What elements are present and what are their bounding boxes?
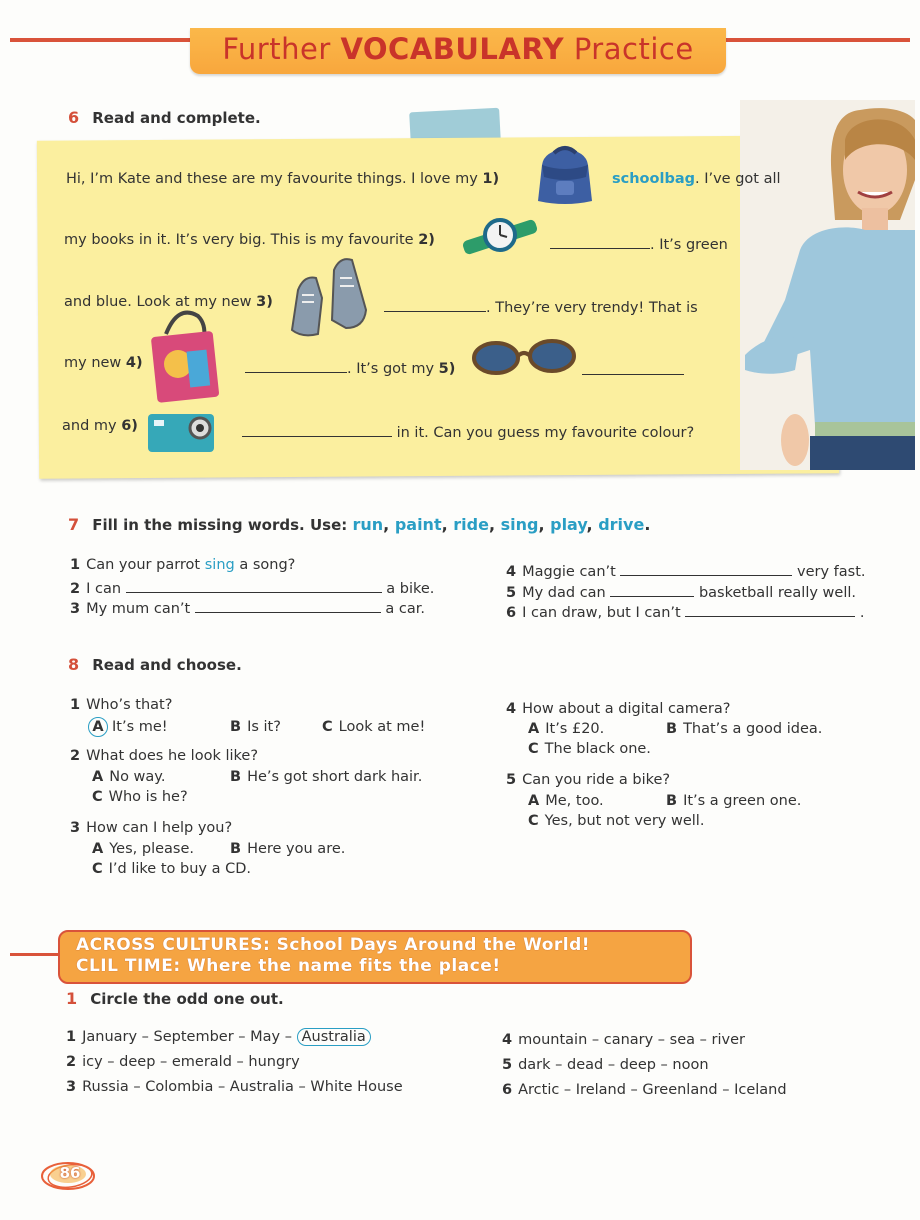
ex1-item-6: 6 Arctic – Ireland – Greenland – Iceland: [502, 1082, 787, 1098]
ex6-line-2: my books in it. It’s very big. This is my favourite 2): [64, 232, 435, 248]
circled-australia: Australia: [297, 1028, 371, 1046]
ex1-item-5: 5 dark – dead – deep – noon: [502, 1057, 709, 1073]
ex1-instruction: Circle the odd one out.: [90, 990, 284, 1008]
camera-image: [146, 410, 216, 458]
ex8-q1-a[interactable]: A It’s me!: [88, 717, 168, 737]
ex8-q2-a[interactable]: A No way.: [92, 769, 166, 785]
ex8-q3-b[interactable]: B Here you are.: [230, 841, 346, 857]
page-number-badge: [38, 1158, 102, 1194]
ex8-q4-a[interactable]: A It’s £20.: [528, 721, 605, 737]
ex7-blank-6[interactable]: [685, 602, 855, 617]
page-title: Further VOCABULARY Practice: [222, 32, 694, 66]
ex7-item-5: 5 My dad can basketball really well.: [506, 582, 856, 601]
ex8-q5-c[interactable]: C Yes, but not very well.: [528, 813, 705, 829]
ex7-blank-2[interactable]: [126, 578, 382, 593]
ex8-q5-a[interactable]: A Me, too.: [528, 793, 604, 809]
ex8-q3-c[interactable]: C I’d like to buy a CD.: [92, 861, 251, 877]
culture-title: ACROSS CULTURES: School Days Around the World!: [76, 935, 591, 955]
ex8-q4: 4 How about a digital camera?: [506, 701, 731, 717]
bag-image: [148, 304, 220, 408]
ex1-item-4: 4 mountain – canary – sea – river: [502, 1032, 745, 1048]
ex8-q5: 5 Can you ride a bike?: [506, 772, 671, 788]
ex7-item-3: 3 My mum can’t a car.: [70, 598, 425, 617]
ex7-item-4: 4 Maggie can’t very fast.: [506, 561, 866, 580]
ex8-q4-c[interactable]: C The black one.: [528, 741, 651, 757]
word-drive: drive: [598, 515, 645, 534]
ex7-number: 7: [68, 515, 80, 534]
ex8-q5-b[interactable]: B It’s a green one.: [666, 793, 802, 809]
ex6-line-3: and blue. Look at my new 3): [64, 294, 273, 310]
ex6-line-5: and my 6): [62, 418, 138, 434]
ex6-line-2-tail: . It’s green: [550, 234, 728, 253]
ex7-heading: 7 Fill in the missing words. Use: run, paint, ride, sing, play, drive.: [68, 515, 651, 534]
ex8-q1: 1 Who’s that?: [70, 697, 173, 713]
ex6-instruction: Read and complete.: [92, 109, 261, 127]
clil-title: CLIL TIME: Where the name fits the place!: [76, 956, 501, 976]
ex6-number: 6: [68, 108, 80, 127]
blank-4[interactable]: [245, 358, 347, 373]
page-number: 86: [59, 1164, 81, 1182]
ex6-line-1: Hi, I’m Kate and these are my favourite things. I love my 1): [66, 171, 500, 187]
ex8-q3: 3 How can I help you?: [70, 820, 233, 836]
ex8-instruction: Read and choose.: [92, 656, 242, 674]
ex6-line-1-tail: schoolbag. I’ve got all: [612, 171, 781, 187]
ex6-line-3-tail: . They’re very trendy! That is: [384, 297, 698, 316]
ex8-number: 8: [68, 655, 80, 674]
blank-5-line: [582, 360, 684, 375]
ex8-q1-c[interactable]: C Look at me!: [322, 719, 426, 735]
blank-2[interactable]: [550, 234, 650, 249]
ex7-blank-4[interactable]: [620, 561, 792, 576]
ex7-instruction: Fill in the missing words. Use:: [92, 516, 353, 534]
ex6-heading: [68, 108, 261, 127]
blank-5[interactable]: [582, 360, 684, 375]
ex7-item-6: 6 I can draw, but I can’t .: [506, 602, 865, 621]
word-paint: paint: [394, 515, 442, 534]
word-run: run: [352, 515, 384, 534]
ex8-q2-b[interactable]: B He’s got short dark hair.: [230, 769, 423, 785]
ex8-heading: [68, 655, 242, 674]
ex1-number: 1: [66, 989, 78, 1008]
answer-schoolbag: schoolbag: [612, 171, 695, 187]
ex8-q1-b[interactable]: B Is it?: [230, 719, 281, 735]
word-ride: ride: [453, 515, 489, 534]
ex6-line-4-tail: . It’s got my 5): [245, 358, 455, 377]
ex1-heading: [66, 989, 284, 1008]
ex8-q4-b[interactable]: B That’s a good idea.: [666, 721, 823, 737]
ex1-item-2: 2 icy – deep – emerald – hungry: [66, 1054, 300, 1070]
ex7-blank-3[interactable]: [195, 598, 381, 613]
word-play: play: [550, 515, 587, 534]
ex8-q2: 2 What does he look like?: [70, 748, 259, 764]
ex1-item-1: 1 January – September – May – Australia: [66, 1029, 371, 1045]
sunglasses-image: [470, 338, 578, 382]
ex6-line-5-tail: in it. Can you guess my favourite colour?: [242, 422, 694, 441]
circled-answer-a: A: [88, 717, 108, 737]
answer-sing: sing: [204, 557, 235, 573]
ex7-item-1: 1 Can your parrot sing a song?: [70, 557, 296, 573]
ex6-line-4: my new 4): [64, 355, 143, 371]
watch-image: [460, 210, 540, 264]
girl-photo: [740, 100, 915, 470]
ex1-item-3: 3 Russia – Colombia – Australia – White House: [66, 1079, 403, 1095]
ex7-item-2: 2 I can a bike.: [70, 578, 434, 597]
ex8-q2-c[interactable]: C Who is he?: [92, 789, 188, 805]
schoolbag-image: [532, 143, 598, 213]
word-sing: sing: [500, 515, 539, 534]
blank-6[interactable]: [242, 422, 392, 437]
ex8-q3-a[interactable]: A Yes, please.: [92, 841, 194, 857]
blank-3[interactable]: [384, 297, 486, 312]
ex7-blank-5[interactable]: [610, 582, 694, 597]
sneakers-image: [284, 250, 374, 344]
